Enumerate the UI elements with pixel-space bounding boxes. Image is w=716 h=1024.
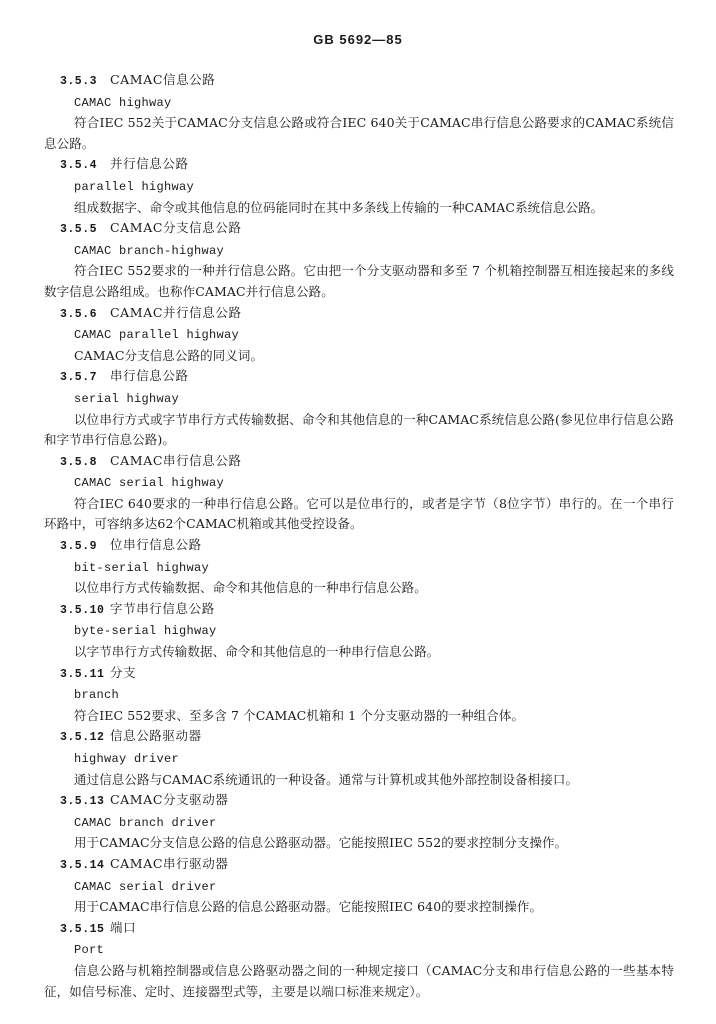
clause-number: 3.5.9 [60, 540, 98, 554]
chinese-term: CAMAC分支驱动器 [110, 792, 229, 808]
definition-text: 信息公路与机箱控制器或信息公路驱动器之间的一种规定接口（CAMAC分支和串行信息公路的一些基本特征，如信号标准、定时、连接器型式等，主要是以端口标准来规定）。 [44, 962, 674, 999]
term-heading [44, 918, 674, 941]
term-entry [44, 70, 674, 154]
term-entry [44, 366, 674, 450]
chinese-term: 位串行信息公路 [110, 537, 202, 553]
definition-text: 以字节串行方式传输数据、命令和其他信息的一种串行信息公路。 [74, 644, 440, 660]
chinese-term: CAMAC信息公路 [110, 72, 216, 87]
clause-number: 3.5.11 [60, 667, 105, 681]
clause-number: 3.5.5 [60, 223, 98, 237]
english-term: highway driver [74, 752, 180, 766]
clause-number: 3.5.7 [60, 371, 98, 385]
definition-text: 符合IEC 552要求、至多含 7 个CAMAC机箱和 1 个分支驱动器的一种组合体。 [74, 707, 525, 723]
chinese-term: 端口 [110, 919, 137, 935]
english-term: CAMAC highway [74, 95, 172, 110]
clause-number: 3.5.4 [60, 159, 98, 173]
chinese-term: CAMAC串行驱动器 [110, 855, 229, 871]
english-term: parallel highway [74, 179, 195, 194]
term-heading [44, 535, 674, 558]
definition-text: 符合IEC 640要求的一种串行信息公路。它可以是位串行的，或者是字节（8位字节）串行的。在一个串行环路中，可容纳多达62个CAMAC机箱或其他受控设备。 [44, 495, 674, 532]
definition-text: 以位串行方式或字节串行方式传输数据、命令和其他信息的一种CAMAC系统信息公路(参见位串行信息公路和字节串行信息公路)。 [44, 411, 674, 448]
english-term: CAMAC branch driver [74, 815, 217, 830]
term-entry [44, 535, 674, 599]
clause-number: 3.5.15 [60, 922, 105, 936]
english-term: byte-serial highway [74, 624, 217, 639]
chinese-term: 并行信息公路 [110, 156, 189, 172]
definition-text: 组成数据字、命令或其他信息的位码能同时在其中多条线上传输的一种CAMAC系统信息公路。 [74, 199, 604, 215]
clause-number: 3.5.12 [60, 731, 105, 745]
english-term: CAMAC serial driver [74, 879, 217, 894]
term-heading [44, 790, 674, 813]
clause-number: 3.5.14 [60, 858, 105, 872]
term-heading [44, 366, 674, 389]
chinese-term: 串行信息公路 [110, 368, 189, 384]
clause-number: 3.5.8 [60, 455, 98, 469]
term-heading [44, 218, 674, 241]
term-entry [44, 726, 674, 790]
english-term: CAMAC serial highway [74, 476, 225, 491]
term-heading [44, 303, 674, 326]
term-entry [44, 918, 674, 1002]
english-term: CAMAC parallel highway [74, 328, 240, 343]
definition-text: CAMAC分支信息公路的同义词。 [74, 347, 264, 363]
definition-text: 以位串行方式传输数据、命令和其他信息的一种串行信息公路。 [74, 580, 427, 596]
term-heading [44, 154, 674, 177]
term-heading [44, 599, 674, 622]
standard-number: GB 5692—85 [313, 32, 403, 47]
definition-text: 通过信息公路与CAMAC系统通讯的一种设备。通常与计算机或其他外部控制设备相接口。 [74, 771, 579, 787]
english-term: CAMAC branch-highway [74, 243, 225, 258]
term-entry [44, 218, 674, 302]
term-entry [44, 451, 674, 535]
chinese-term: 字节串行信息公路 [110, 600, 215, 616]
term-heading [44, 726, 674, 749]
definition-text: 符合IEC 552关于CAMAC分支信息公路或符合IEC 640关于CAMAC串行信息公路要求的CAMAC系统信息公路。 [44, 115, 674, 151]
clause-number: 3.5.10 [60, 603, 105, 617]
chinese-term: CAMAC并行信息公路 [110, 304, 242, 320]
term-entry [44, 663, 674, 727]
term-heading [44, 70, 674, 93]
term-heading [44, 854, 674, 877]
term-entry [44, 790, 674, 854]
term-heading [44, 451, 674, 474]
term-entry [44, 303, 674, 367]
page-header [0, 32, 716, 47]
clause-number: 3.5.3 [60, 75, 98, 88]
definition-text: 符合IEC 552要求的一种并行信息公路。它由把一个分支驱动器和多至 7 个机箱控制器互相连接起来的多线数字信息公路组成。也称作CAMAC并行信息公路。 [44, 263, 674, 299]
chinese-term: CAMAC分支信息公路 [110, 220, 242, 236]
english-term: branch [74, 688, 120, 703]
term-heading [44, 663, 674, 686]
definition-text: 用于CAMAC分支信息公路的信息公路驱动器。它能按照IEC 552的要求控制分支操作。 [74, 835, 568, 851]
clause-number: 3.5.6 [60, 307, 98, 321]
term-entry [44, 854, 674, 918]
term-entry [44, 154, 674, 218]
term-entry [44, 599, 674, 663]
english-term: bit-serial highway [74, 560, 210, 575]
english-term: Port [74, 943, 105, 958]
chinese-term: CAMAC串行信息公路 [110, 452, 242, 468]
chinese-term: 分支 [110, 664, 137, 680]
document-body [44, 70, 674, 1002]
definition-text: 用于CAMAC串行信息公路的信息公路驱动器。它能按照IEC 640的要求控制操作。 [74, 899, 543, 915]
english-term: serial highway [74, 391, 180, 406]
clause-number: 3.5.13 [60, 795, 105, 809]
chinese-term: 信息公路驱动器 [110, 728, 202, 744]
